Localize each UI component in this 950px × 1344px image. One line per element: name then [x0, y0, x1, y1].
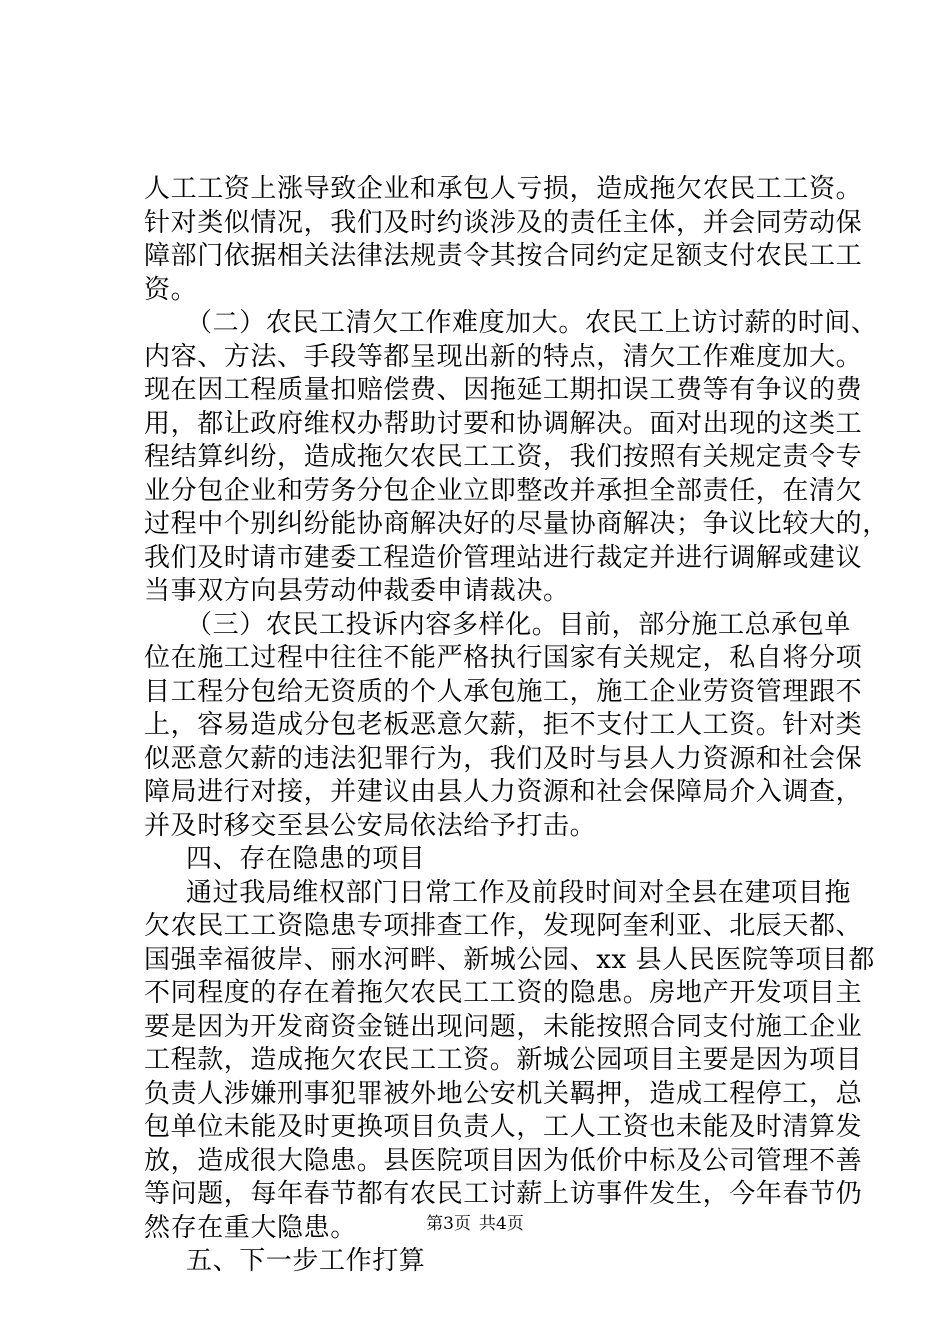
body-text-line: 障部门依据相关法律法规责令其按合同约定足额支付农民工工: [144, 241, 863, 271]
body-text-line: 上，容易造成分包老板恶意欠薪，拒不支付工人工资。针对类: [144, 710, 863, 740]
body-text-line: 并及时移交至县公安局依法给予打击。: [144, 810, 597, 841]
body-text-line: 要是因为开发商资金链出现问题，未能按照合同支付施工企业: [144, 1011, 863, 1042]
body-text-line: 五、下一步工作打算: [186, 1246, 426, 1276]
body-text-line: 目工程分包给无资质的个人承包施工，施工企业劳资管理跟不: [144, 676, 863, 707]
body-text-line: 资。: [144, 274, 198, 305]
body-text-line: （三）农民工投诉内容多样化。目前，部分施工总承包单: [186, 609, 852, 640]
page-total: 共4页: [479, 1214, 524, 1234]
page-footer: [0, 1212, 950, 1236]
body-text-line: 内容、方法、手段等都呈现出新的特点，清欠工作难度加大。: [144, 341, 863, 372]
body-text-line: 似恶意欠薪的违法犯罪行为，我们及时与县人力资源和社会保: [144, 743, 863, 774]
body-text-line: 欠农民工工资隐患专项排查工作，发现阿奎利亚、北辰天都、: [144, 911, 863, 941]
body-text-line: （二）农民工清欠工作难度加大。农民工上访讨薪的时间、: [186, 308, 878, 338]
body-text-line: 人工工资上涨导致企业和承包人亏损，造成拖欠农民工工资。: [144, 174, 863, 204]
body-text-line: 过程中个别纠纷能协商解决好的尽量协商解决；争议比较大的，: [144, 509, 889, 539]
body-text-line: 等问题，每年春节都有农民工讨薪上访事件发生，今年春节仍: [144, 1179, 863, 1209]
body-text-line: 我们及时请市建委工程造价管理站进行裁定并进行调解或建议: [144, 542, 863, 573]
document-body: [144, 173, 889, 1279]
body-text-line: 程结算纠纷，造成拖欠农民工工资，我们按照有关规定责令专: [144, 442, 863, 472]
body-text-line: 通过我局维权部门日常工作及前段时间对全县在建项目拖: [186, 877, 852, 908]
body-text-line: 针对类似情况，我们及时约谈涉及的责任主体，并会同劳动保: [144, 207, 863, 238]
body-text-line: 障局进行对接，并建议由县人力资源和社会保障局介入调查，: [144, 777, 863, 807]
body-text-line: 不同程度的存在着拖欠农民工工资的隐患。房地产开发项目主: [144, 978, 863, 1008]
body-text-line: 包单位未能及时更换项目负责人，工人工资也未能及时清算发: [144, 1112, 863, 1142]
body-text-line: 当事双方向县劳动仲裁委申请裁决。: [144, 576, 570, 606]
body-text-line: 然存在重大隐患。: [144, 1212, 357, 1243]
page-number: 第3页: [426, 1214, 471, 1234]
body-text-line: 工程款，造成拖欠农民工工资。新城公园项目主要是因为项目: [144, 1045, 863, 1075]
body-text-line: 业分包企业和劳务分包企业立即整改并承担全部责任，在清欠: [144, 475, 863, 506]
body-text-line: 负责人涉嫌刑事犯罪被外地公安机关羁押，造成工程停工，总: [144, 1078, 863, 1109]
body-text-line: 放，造成很大隐患。县医院项目因为低价中标及公司管理不善: [144, 1145, 863, 1176]
body-text-line: 现在因工程质量扣赔偿费、因拖延工期扣误工费等有争议的费: [144, 375, 863, 405]
body-text-line: 位在施工过程中往往不能严格执行国家有关规定，私自将分项: [144, 643, 863, 673]
body-text-line: 用，都让政府维权办帮助讨要和协调解决。面对出现的这类工: [144, 408, 863, 439]
body-text-line: 四、存在隐患的项目: [186, 844, 426, 874]
body-text-line: 国强幸福彼岸、丽水河畔、新城公园、xx 县人民医院等项目都: [144, 944, 875, 975]
